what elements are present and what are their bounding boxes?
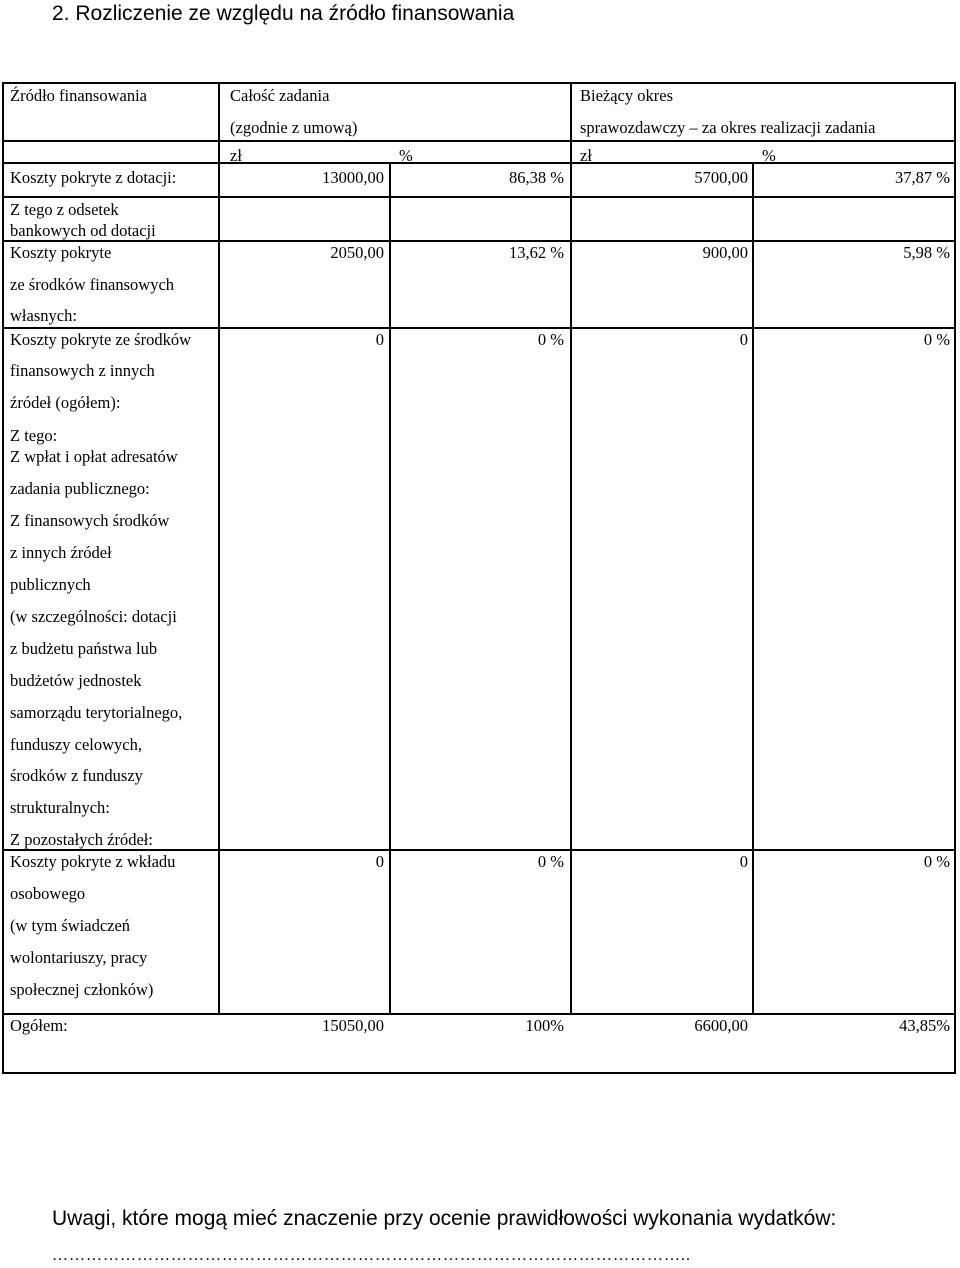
- row-label: środków z funduszy: [10, 766, 143, 785]
- total-zl: 0: [375, 852, 384, 871]
- column-divider: [218, 162, 220, 1013]
- total-zl: 0: [375, 330, 384, 349]
- row-label: publicznych: [10, 575, 91, 594]
- row-label: Z wpłat i opłat adresatów: [10, 447, 178, 466]
- row-label: Koszty pokryte z wkładu: [10, 852, 176, 871]
- current-pct: 0 %: [923, 330, 950, 349]
- row-label: Koszty pokryte ze środków: [10, 330, 192, 349]
- current-zl: 0: [739, 852, 748, 871]
- row-label: Z pozostałych źródeł:: [10, 830, 153, 849]
- total-pct: 0 %: [537, 330, 564, 349]
- current-zl: 5700,00: [694, 168, 748, 187]
- financing-table: [2, 82, 956, 1074]
- column-divider: [389, 162, 391, 1013]
- total-label: Ogółem:: [10, 1016, 68, 1035]
- row-label: osobowego: [10, 884, 86, 903]
- grand-total-pct: 100%: [525, 1016, 564, 1035]
- unit-zl-total: zł: [230, 146, 242, 165]
- column-divider: [752, 162, 754, 1013]
- row-label: społecznej członków): [10, 980, 154, 999]
- column-divider: [570, 162, 572, 1013]
- row-divider: [4, 1013, 954, 1015]
- section-title: 2. Rozliczenie ze względu na źródło finansowania: [52, 2, 515, 25]
- row-label: samorządu terytorialnego,: [10, 703, 183, 722]
- current-pct: 0 %: [923, 852, 950, 871]
- unit-zl-current: zł: [580, 146, 592, 165]
- remarks-label: Uwagi, które mogą mieć znaczenie przy ocenie prawidłowości wykonania wydatków:: [52, 1207, 837, 1230]
- row-label: bankowych od dotacji: [10, 221, 156, 240]
- row-label: zadania publicznego:: [10, 479, 150, 498]
- header-current: Bieżący okres: [580, 86, 673, 105]
- row-label: strukturalnych:: [10, 798, 110, 817]
- header-source: Źródło finansowania: [10, 86, 148, 105]
- total-zl: 2050,00: [330, 243, 384, 262]
- column-divider: [570, 84, 572, 164]
- unit-pct-total: %: [399, 146, 413, 165]
- row-label: z innych źródeł: [10, 543, 112, 562]
- current-total-pct: 43,85%: [899, 1016, 950, 1035]
- unit-pct-current: %: [762, 146, 776, 165]
- row-divider: [4, 162, 954, 164]
- row-label: budżetów jednostek: [10, 671, 142, 690]
- current-zl: 0: [739, 330, 748, 349]
- row-label: Z tego z odsetek: [10, 200, 119, 219]
- row-label: finansowych z innych: [10, 361, 155, 380]
- row-divider: [4, 140, 956, 142]
- row-label: (w szczególności: dotacji: [10, 607, 177, 626]
- row-label: Koszty pokryte: [10, 243, 112, 262]
- row-label: ze środków finansowych: [10, 275, 175, 294]
- current-pct: 5,98 %: [903, 243, 950, 262]
- row-label: Koszty pokryte z dotacji:: [10, 168, 177, 187]
- total-pct: 13,62 %: [509, 243, 564, 262]
- row-label: funduszy celowych,: [10, 735, 142, 754]
- row-label: Z finansowych środków: [10, 511, 170, 530]
- header-current-note: sprawozdawczy – za okres realizacji zadania: [580, 118, 876, 137]
- row-label: wolontariuszy, pracy: [10, 948, 148, 967]
- current-zl: 900,00: [702, 243, 748, 262]
- grand-total-zl: 15050,00: [322, 1016, 384, 1035]
- current-total-zl: 6600,00: [694, 1016, 748, 1035]
- row-divider: [4, 196, 954, 198]
- row-label: źródeł (ogółem):: [10, 393, 121, 412]
- header-total: Całość zadania: [230, 86, 330, 105]
- row-divider: [4, 327, 954, 329]
- row-label: (w tym świadczeń: [10, 916, 131, 935]
- row-label: własnych:: [10, 306, 77, 325]
- total-pct: 0 %: [537, 852, 564, 871]
- total-pct: 86,38 %: [509, 168, 564, 187]
- header-total-note: (zgodnie z umową): [230, 118, 358, 137]
- current-pct: 37,87 %: [895, 168, 950, 187]
- column-divider: [218, 84, 220, 164]
- row-label: Z tego:: [10, 426, 58, 445]
- row-label: z budżetu państwa lub: [10, 639, 158, 658]
- total-zl: 13000,00: [322, 168, 384, 187]
- remarks-fill-line: …………………………………………………………………………………………………..: [52, 1247, 691, 1264]
